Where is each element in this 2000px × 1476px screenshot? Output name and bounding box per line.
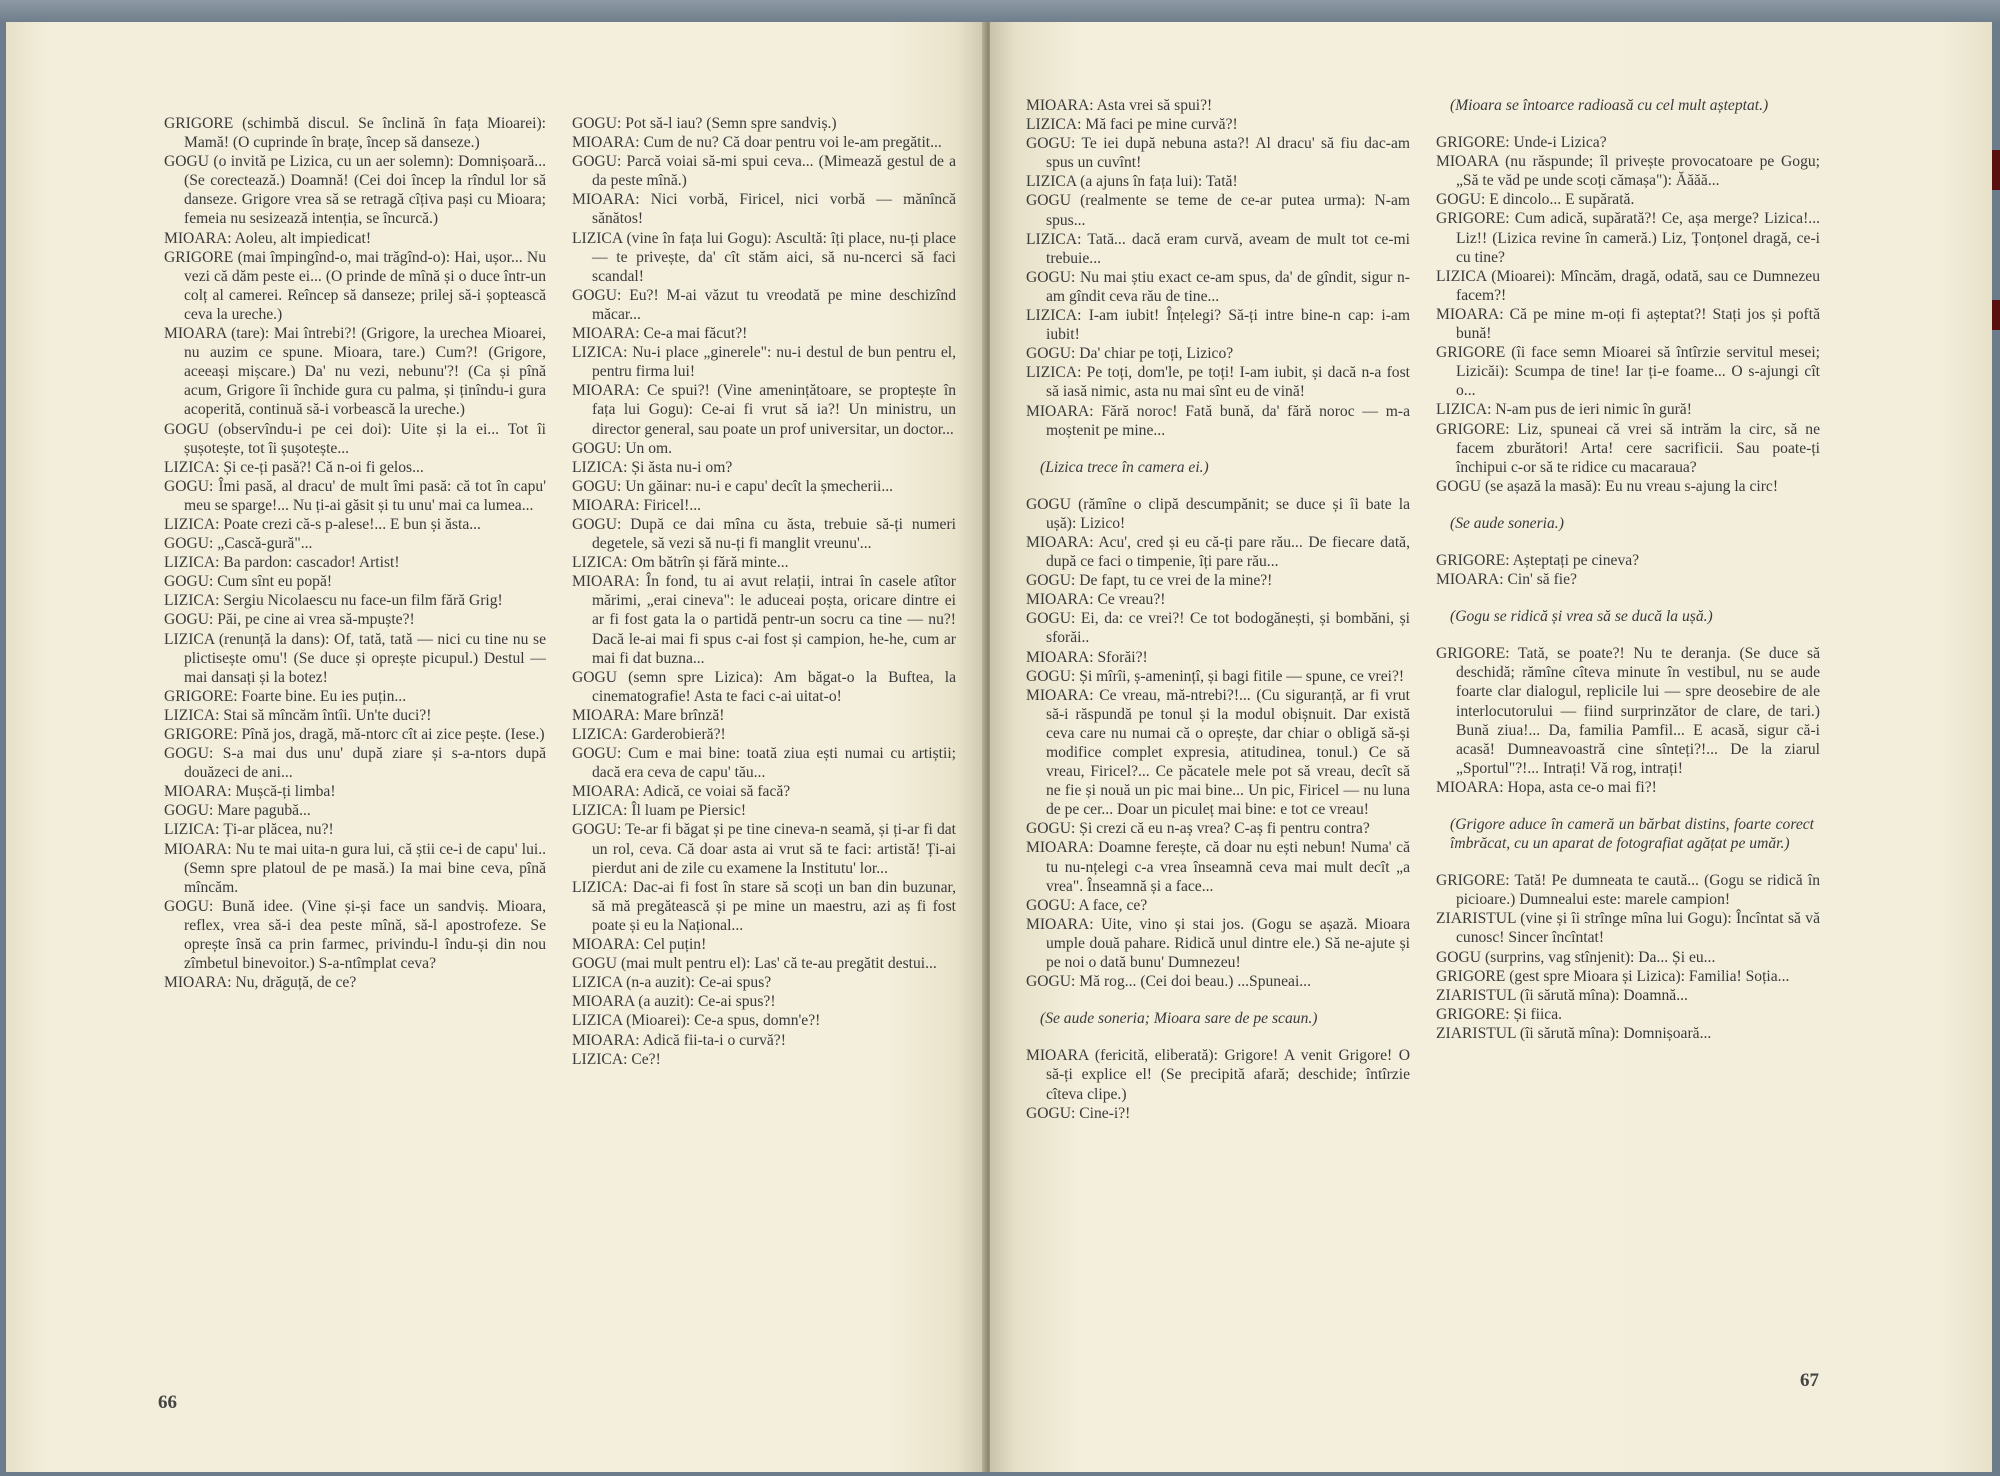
dialogue-line: GOGU: Te-ar fi băgat și pe tine cineva-n seamă, și ți-ar fi dat un rol, ceva. Că doar asta ai vrut să te faci: artistă! Ți-ai pierdut ani de zile cu examene la Institutu' lor... <box>572 821 956 877</box>
dialogue-line: GOGU: Da' chiar pe toți, Lizico? <box>1026 345 1234 363</box>
dialogue-line: GOGU: Cum e mai bine: toată ziua ești numai cu artiștii; dacă era ceva de capu' tău... <box>572 745 956 782</box>
dialogue-line: MIOARA: Nu, drăguță, de ce? <box>164 974 357 992</box>
dialogue-line: GOGU: Eu?! M-ai văzut tu vreodată pe mine deschizînd măcar... <box>572 286 956 323</box>
dialogue-line: MIOARA: Nu te mai uita-n gura lui, că știi ce-i de capu' lui.. (Semn spre platoul de pe masă.) Ia mai bine ceva, pînă mîncăm. <box>164 840 546 896</box>
dialogue-line: GOGU: Un om. <box>572 439 673 457</box>
dialogue-line: GRIGORE: Foarte bine. Eu ies puțin... <box>164 687 407 705</box>
dialogue-line: GRIGORE: Tată! Pe dumneata te caută... (Gogu se ridică în picioare.) Dumnealui este: marele campion! <box>1436 872 1820 909</box>
dialogue-line: GOGU: Și crezi că eu n-aș vrea? C-aș fi pentru contra? <box>1026 820 1370 838</box>
dialogue-line: MIOARA: Ce-a mai făcut?! <box>572 325 748 343</box>
dialogue-line: MIOARA: Firicel!... <box>572 496 702 514</box>
dialogue-line: MIOARA: Cum de nu? Că doar pentru voi le-am pregătit... <box>572 134 942 152</box>
dialogue-line: MIOARA: Hopa, asta ce-o mai fi?! <box>1436 778 1657 796</box>
dialogue-line: GOGU: Cum sînt eu popă! <box>164 573 333 591</box>
dialogue-line: GOGU: Cine-i?! <box>1026 1104 1131 1122</box>
stage-direction: (Gogu se ridică și vrea să se ducă la ușă.) <box>1450 608 1713 626</box>
page-number-left: 66 <box>158 1392 177 1413</box>
dialogue-line: GOGU: Parcă voiai să-mi spui ceva... (Mimează gestul de a da peste mînă.) <box>572 153 956 190</box>
dialogue-line: LIZICA: Sergiu Nicolaescu nu face-un film fără Grig! <box>164 592 503 610</box>
dialogue-line: LIZICA (a ajuns în fața lui): Tată! <box>1026 173 1238 191</box>
dialogue-line: GOGU: „Cască-gură"... <box>164 535 313 553</box>
dialogue-line: GOGU: După ce dai mîna cu ăsta, trebuie să-ți numeri degetele, să vezi să nu-ți fi manglit vreunu'... <box>572 515 956 553</box>
right-page <box>990 22 1992 1472</box>
dialogue-line: LIZICA: Ți-ar plăcea, nu?! <box>164 821 334 839</box>
dialogue-line: MIOARA: Doamne ferește, că doar nu ești nebun! Numa' că tu nu-nțelegi c-a vrea înseamnă ceva mai mult decît „a vrea". Înseamnă și a face... <box>1026 839 1410 895</box>
dialogue-line: GOGU (observîndu-i pe cei doi): Uite și la ei... Tot îi șușotește, tot îi șușotește... <box>164 420 546 457</box>
stage-direction: (Lizica trece în camera ei.) <box>1040 458 1209 476</box>
dialogue-line: MIOARA: Ce vreau?! <box>1026 591 1166 609</box>
dialogue-line: MIOARA: Nici vorbă, Firicel, nici vorbă — mănîncă sănătos! <box>572 191 956 228</box>
dialogue-line: MIOARA (tare): Mai întrebi?! (Grigore, la urechea Mioarei, nu auzim ce spune. Mioara, tare.) Cum?! (Grigore, aceeași mișcare.) Da' nu vezi, nebunu'?! (Ca și pînă acum, Grigore îi închide gura cu palma, și ținîndu-i gura acoperită, continuă să-i vorbească la ureche.) <box>164 325 546 419</box>
dialogue-line: MIOARA: Adică fii-ta-i o curvă?! <box>572 1031 786 1049</box>
dialogue-line: LIZICA: Și ăsta nu-i om? <box>572 458 733 476</box>
dialogue-line: GOGU: Și mîrîi, ș-amenințî, și bagi fitile — spune, ce vrei?! <box>1026 667 1405 685</box>
dialogue-line: GOGU: Nu mai știu exact ce-am spus, da' de gîndit, sigur n-am gîndit ceva rău de tine... <box>1026 268 1410 305</box>
dialogue-line: LIZICA: N-am pus de ieri nimic în gură! <box>1436 401 1692 419</box>
dialogue-line: GOGU: A face, ce? <box>1026 896 1148 914</box>
dialogue-line: GOGU: E dincolo... E supărată. <box>1436 191 1635 209</box>
dialogue-line: GOGU: Pot să-l iau? (Semn spre sandviș.) <box>572 115 837 132</box>
dialogue-line: LIZICA: Dac-ai fi fost în stare să scoți un ban din buzunar, să mă pregătească și pe mine un maestru, azi aș fi fost poate și eu la Național... <box>572 878 956 934</box>
dialogue-line: LIZICA: Nu-i place „ginerele": nu-i destul de bun pentru el, pentru firma lui! <box>572 344 956 381</box>
dialogue-line: GRIGORE: Și fiica. <box>1436 1005 1563 1023</box>
dialogue-line: ZIARISTUL (îi sărută mîna): Doamnă... <box>1436 986 1688 1004</box>
dialogue-line: GRIGORE: Liz, spuneai că vrei să intrăm la circ, să ne facem zburători! Arta! cere sacrificii. Sau poate-ți închipui c-or să te ridice cu macaraua? <box>1436 420 1820 476</box>
dialogue-line: GOGU: Un găinar: nu-i e capu' decît la șmecherii... <box>572 477 894 495</box>
dialogue-line: MIOARA (nu răspunde; îl privește provocatoare pe Gogu; „Să te văd pe unde scoți cămașa"): Ăăăă... <box>1436 153 1820 190</box>
dialogue-line: GRIGORE: Cum adică, supărată?! Ce, așa merge? Lizica!... Liz!! (Lizica revine în cameră.) Liz, Țonțonel dragă, ce-i cu tine? <box>1436 210 1820 266</box>
column-3 <box>1026 96 1410 1386</box>
dialogue-line: LIZICA (Mioarei): Ce-a spus, domn'e?! <box>572 1012 821 1030</box>
dialogue-line: LIZICA: Poate crezi că-s p-alese!... E bun și ăsta... <box>164 515 481 533</box>
dialogue-line: GOGU: Mă rog... (Cei doi beau.) ...Spuneai... <box>1026 973 1311 991</box>
dialogue-line: GOGU (surprins, vag stînjenit): Da... Și eu... <box>1436 948 1716 966</box>
dialogue-line: GRIGORE: Pînă jos, dragă, mă-ntorc cît ai zice pește. (Iese.) <box>164 726 545 743</box>
dialogue-line: MIOARA: Cel puțin! <box>572 936 707 954</box>
dialogue-line: MIOARA: Mare brînză! <box>572 706 725 724</box>
dialogue-line: GRIGORE: Tată, se poate?! Nu te deranja. (Se duce să deschidă; rămîne cîteva minute în vestibul, nu se aude foarte clar dialogul, replicile lui — spre deosebire de ale interlocutorului — fiind surprinzător de clare, de tari.) Bună ziua!... Da, familia Pamfil... E acasă, sigur că-i acasă! Dumneavoastră cine sînteți?!... De la ziarul „Sportul"?!... Intrați! Vă rog, intrați! <box>1436 645 1820 777</box>
dialogue-line: GOGU (o invită pe Lizica, cu un aer solemn): Domnișoară... (Se corectează.) Doamnă! (Cei doi încep la rîndul lor să danseze. Grigore vrea să se retragă cîțiva pași cu Mioara; femeia nu sesizează intenția, se încurcă.) <box>164 153 546 228</box>
dialogue-line: LIZICA: Pe toți, dom'le, pe toți! I-am iubit, și dacă n-a fost să iasă nimic, asta nu mai sînt eu de vină! <box>1026 364 1410 401</box>
page-number-right: 67 <box>1800 1370 1819 1391</box>
dialogue-line: LIZICA: Tată... dacă eram curvă, aveam de mult tot ce-mi trebuie... <box>1026 230 1410 267</box>
dialogue-line: LIZICA: Mă faci pe mine curvă?! <box>1026 116 1238 134</box>
stage-direction: (Mioara se întoarce radioasă cu cel mult așteptat.) <box>1450 97 1769 114</box>
dialogue-line: GOGU: De fapt, tu ce vrei de la mine?! <box>1026 572 1273 590</box>
dialogue-line: MIOARA: Ce vreau, mă-ntrebi?!... (Cu siguranță, ar fi vrut să-i răspundă pe tonul și la modul obișnuit. Dar există ceva care nu numai că o oprește, dar chiar o obligă să-și modifice complet expresia, atitudinea, tonul.) Ce să vreau, Firicel?... Ce păcatele mele pot să vreau, decît să ne fie și nouă un pic mai bine... Un pic, Firicel — nu luna de pe cer... Doar un piculeț mai bine: e tot ce vreau! <box>1026 686 1410 819</box>
dialogue-line: GRIGORE (îi face semn Mioarei să întîrzie servitul mesei; Lizicăi): Scumpa de tine! Iar ți-e foame... O s-ajungi cît o... <box>1436 344 1820 400</box>
stage-direction: (Se aude soneria.) <box>1450 514 1564 532</box>
dialogue-line: MIOARA: Aoleu, alt impiedicat! <box>164 229 372 247</box>
dialogue-line: GOGU (semn spre Lizica): Am băgat-o la Buftea, la cinematografie! Asta te faci c-ai uitat-o! <box>572 668 956 705</box>
dialogue-line: LIZICA: Și ce-ți pasă?! Că n-oi fi gelos... <box>164 458 424 476</box>
dialogue-line: MIOARA: Uite, vino și stai jos. (Gogu se așază. Mioara umple două pahare. Ridică unul dintre ele.) Să ne-ajute și pe noi o dată bunu' Dumnezeu! <box>1026 915 1410 972</box>
dialogue-line: MIOARA: Adică, ce voiai să facă? <box>572 783 791 801</box>
dialogue-line: LIZICA: Ba pardon: cascador! Artist! <box>164 554 400 572</box>
dialogue-line: GOGU (realmente se teme de ce-ar putea urma): N-am spus... <box>1026 192 1410 229</box>
dialogue-line: ZIARISTUL (îi sărută mîna): Domnișoară... <box>1436 1024 1712 1042</box>
dialogue-line: MIOARA (fericită, eliberată): Grigore! A venit Grigore! O să-ți explice el! (Se precipită afară; deschide; întîrzie cîteva clipe.) <box>1026 1047 1410 1103</box>
dialogue-line: GOGU: Bună idee. (Vine și-și face un sandviș. Mioara, reflex, vrea să-i dea peste mînă, să-l apostrofeze. Se oprește însă ca prin farmec, privindu-l îndu-și din nou zîmbetul binevoitor.) S-a-ntîmplat ceva? <box>164 897 546 973</box>
dialogue-line: GOGU (mai mult pentru el): Las' că te-au pregătit destui... <box>572 955 937 973</box>
dialogue-line: LIZICA: I-am iubit! Înțelegi? Să-ți intre bine-n cap: i-am iubit! <box>1026 307 1410 344</box>
dialogue-line: LIZICA: Om bătrîn și fără minte... <box>572 554 789 572</box>
book-cover-edge <box>0 0 2000 24</box>
left-page <box>6 22 984 1472</box>
dialogue-line: MIOARA: Asta vrei să spui?! <box>1026 97 1213 114</box>
dialogue-line: LIZICA: Garderobieră?! <box>572 726 726 743</box>
dialogue-line: GRIGORE (mai împingînd-o, mai trăgînd-o): Hai, ușor... Nu vezi că dăm peste ei... (O prinde de mînă și o duce într-un colț al camerei. Reîncep să danseze; prilej să-i șoptească ceva la ureche.) <box>164 248 546 323</box>
dialogue-line: GOGU: Ei, da: ce vrei?! Ce tot bodogănești, și bombăni, și sforăi.. <box>1026 610 1410 647</box>
column-1 <box>164 114 546 1384</box>
dialogue-line: LIZICA (renunță la dans): Of, tată, tată — nici cu tine nu se plictisește omu'! (Se duce și oprește picupul.) Destul — mai dansați și la botez! <box>164 630 546 686</box>
dialogue-line: MIOARA: Acu', cred și eu că-ți pare rău... De fiecare dată, după ce faci o timpenie, îți pare rău... <box>1026 533 1410 571</box>
dialogue-line: GRIGORE: Așteptați pe cineva? <box>1436 551 1640 569</box>
dialogue-line: LIZICA: Îl luam pe Piersic! <box>572 802 747 820</box>
dialogue-line: GOGU: Păi, pe cine ai vrea să-mpuște?! <box>164 611 415 629</box>
dialogue-line: MIOARA (a auzit): Ce-ai spus?! <box>572 993 776 1011</box>
dialogue-line: GRIGORE (schimbă discul. Se înclină în fața Mioarei): Mamă! (O cuprinde în brațe, încep să danseze.) <box>164 115 546 152</box>
dialogue-line: MIOARA: În fond, tu ai avut relații, intrai în casele atîtor mărimi, „erai cineva": le aduceai poșta, oricare dintre ei ar fi fost gata la o partidă pentr-un socru ca tine — nu?! Dacă le-ai mai fi spus c-ai fost și campion, he-he, cum ar mai fi dat buzna... <box>572 573 956 667</box>
dialogue-line: GOGU: S-a mai dus unu' după ziare și s-a-ntors după douăzeci de ani... <box>164 745 546 782</box>
column-2 <box>572 114 956 1384</box>
dialogue-line: LIZICA (vine în fața lui Gogu): Ascultă: îți place, nu-ți place — te privește, da' cît stăm aici, să nu-ncerci să faci scandal! <box>572 229 956 285</box>
bookmark-tab-bottom <box>1992 300 2000 330</box>
dialogue-line: LIZICA: Ce?! <box>572 1050 661 1068</box>
dialogue-line: MIOARA: Cin' să fie? <box>1436 571 1577 589</box>
dialogue-line: MIOARA: Ce spui?! (Vine amenințătoare, se proptește în fața lui Gogu): Ce-ai fi vrut să ia?! Un ministru, un director general, sau poate un prof universitar, un doctor... <box>572 382 956 438</box>
bookmark-tab-top <box>1992 150 2000 190</box>
dialogue-line: GOGU: Te iei după nebuna asta?! Al dracu' să fiu dac-am spus un cuvînt! <box>1026 135 1410 172</box>
column-4 <box>1436 96 1820 1386</box>
dialogue-line: GOGU: Îmi pasă, al dracu' de mult îmi pasă: că tot în capu' meu se sparge!... Nu ți-ai găsit și tu unu' mai ca lumea... <box>164 477 546 514</box>
dialogue-line: MIOARA: Sforăi?! <box>1026 648 1148 666</box>
dialogue-line: MIOARA: Fără noroc! Fată bună, da' fără noroc — m-a moștenit pe mine... <box>1026 402 1410 439</box>
dialogue-line: LIZICA (Mioarei): Mîncăm, dragă, odată, sau ce Dumnezeu facem?! <box>1436 267 1820 304</box>
dialogue-line: GOGU: Mare pagubă... <box>164 802 311 820</box>
dialogue-line: MIOARA: Mușcă-ți limba! <box>164 783 336 801</box>
dialogue-line: GRIGORE: Unde-i Lizica? <box>1436 134 1607 152</box>
dialogue-line: LIZICA (n-a auzit): Ce-ai spus? <box>572 974 772 992</box>
dialogue-line: GOGU (se așază la masă): Eu nu vreau s-ajung la circ! <box>1436 477 1779 495</box>
dialogue-line: ZIARISTUL (vine și îi strînge mîna lui Gogu): Încîntat să vă cunosc! Sincer încîntat! <box>1436 910 1820 947</box>
dialogue-line: MIOARA: Că pe mine m-oți fi așteptat?! Stați jos și poftă bună! <box>1436 305 1820 343</box>
stage-direction: (Se aude soneria; Mioara sare de pe scaun.) <box>1040 1010 1318 1028</box>
dialogue-line: LIZICA: Stai să mîncăm întîi. Un'te duci?! <box>164 706 432 724</box>
stage-direction: (Grigore aduce în cameră un bărbat distins, foarte corect îmbrăcat, cu un aparat de fotografiat agățat pe umăr.) <box>1450 816 1814 853</box>
dialogue-line: GRIGORE (gest spre Mioara și Lizica): Familia! Soția... <box>1436 967 1790 985</box>
dialogue-line: GOGU (rămîne o clipă descumpănit; se duce și îi bate la ușă): Lizico! <box>1026 495 1410 532</box>
